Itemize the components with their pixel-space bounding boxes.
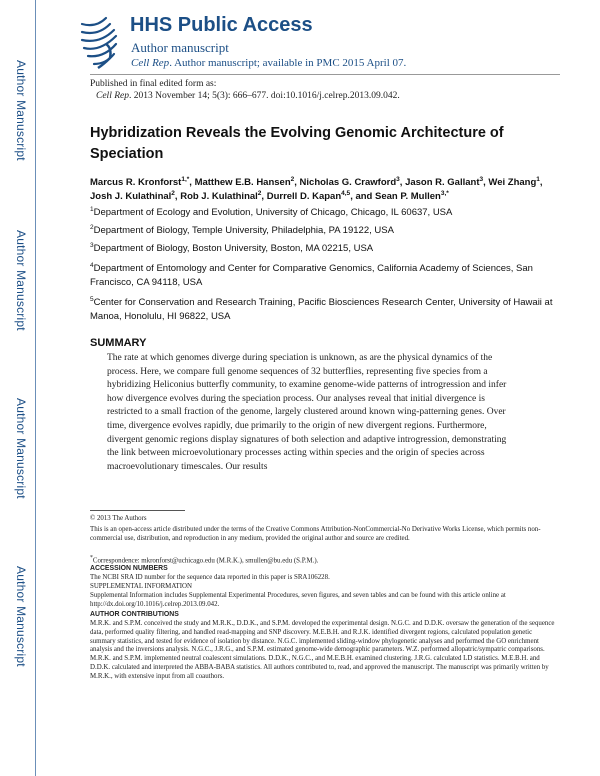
footnote-rule <box>90 510 185 511</box>
contributions-text: M.R.K. and S.P.M. conceived the study and M.R.K., D.D.K., and S.P.M. developed the experimental design. N.G.C. and D.D.K. oversaw the generation of the sequence data, performed quality filtering, and handled read-mapping and SNP discovery. M.E.B.H. and R.J.K. identified divergent regions, calculated population genetic summary statistics, and tested for evidence of isolation by distance. N.G.C. implemented sliding-window phylogenetic analyses and performed the GO enrichment analysis and the inversions analysis. N.G.C., J.R.G., and S.P.M. estimated genome-wide demographic parameters. W.Z. performed allopatric/sympatric comparisons. M.R.K. and S.P.M. implemented neutral coalescent simulations. D.D.K., N.G.C., and M.E.B.H. examined clustering. J.R.G. calculated LD statistics. M.E.B.H. and D.D.K. calculated and interpreted the ABBA-BABA statistics. All authors contributed to, read, and approved the manuscript. The manuscript was primarily written by M.R.K., with extensive input from all coauthors. <box>90 620 555 680</box>
author-name: Rob J. Kulathinal <box>180 190 258 202</box>
author-separator: , <box>294 177 300 188</box>
affiliation-text: Department of Biology, Boston University, Boston, MA 02215, USA <box>93 243 374 254</box>
side-label-author-manuscript: Author Manuscript <box>14 230 28 331</box>
correspondence-text: Correspondence: mkronforst@uchicago.edu (M.R.K.), smullen@bu.edu (S.P.M.). <box>92 557 319 565</box>
author-name: Jason R. Gallant <box>405 177 480 188</box>
availability-text: . Author manuscript; available in PMC 2015 April 07. <box>169 57 407 69</box>
license-note: This is an open-access article distributed under the terms of the Creative Commons Attribution-NonCommercial-No Derivative Works License, which permits non-commercial use, distribution, and reproduction in any medium, provided the original author and source are credited. <box>90 526 541 542</box>
affiliation-number: 3 <box>90 241 94 249</box>
supplemental-text: Supplemental Information includes Supplemental Experimental Procedures, seven figures, and seven tables and can be found with this article online at http://dx.doi.org/10.1016/j.celrep.2013.09.042. <box>90 592 506 608</box>
author-name: Josh J. Kulathinal <box>90 190 172 202</box>
affiliation-text: Center for Conservation and Research Training, Pacific Biosciences Research Center, University of Hawaii at Manoa, Honolulu, HI 96822, USA <box>90 297 553 322</box>
author-affiliation-mark: 3 <box>479 175 484 183</box>
author-name: Matthew E.B. Hansen <box>194 177 291 188</box>
contributions-heading: AUTHOR CONTRIBUTIONS <box>90 611 179 618</box>
author-affiliation-mark: 2 <box>290 175 295 183</box>
author-separator: , <box>399 177 406 188</box>
author-list <box>90 176 560 203</box>
citation-journal: Cell Rep <box>96 91 129 101</box>
affiliation <box>90 242 560 256</box>
accession-heading: ACCESSION NUMBERS <box>90 565 168 572</box>
article-title: Hybridization Reveals the Evolving Genomic Architecture of Speciation <box>90 125 504 162</box>
correspondence-mark: * <box>90 555 93 561</box>
publication-info <box>90 78 400 102</box>
side-label-author-manuscript: Author Manuscript <box>14 398 28 499</box>
summary-heading: SUMMARY <box>90 337 147 349</box>
author-name: Wei Zhang <box>488 177 537 188</box>
hhs-public-access-title: HHS Public Access <box>130 14 313 36</box>
author-affiliation-mark: 4,5 <box>341 189 351 197</box>
copyright-note: © 2013 The Authors <box>90 515 147 522</box>
affiliation <box>90 296 560 323</box>
accession-text: The NCBI SRA ID number for the sequence data reported in this paper is SRA106228. <box>90 574 330 581</box>
author-name: Marcus R. Kronforst <box>90 177 182 188</box>
author-affiliation-mark: 1,* <box>181 175 190 183</box>
affiliation-text: Department of Ecology and Evolution, University of Chicago, Chicago, IL 60637, USA <box>93 207 453 218</box>
header-rule <box>90 74 560 75</box>
published-line: Published in final edited form as: <box>90 79 217 89</box>
author-separator: , <box>483 177 489 188</box>
author-affiliation-mark: 2 <box>257 189 262 197</box>
author-affiliation-mark: 3 <box>396 175 400 183</box>
author-affiliation-mark: 2 <box>171 189 175 197</box>
supplemental-heading: SUPPLEMENTAL INFORMATION <box>90 583 192 590</box>
availability-note <box>131 57 406 69</box>
author-separator: , <box>539 177 543 188</box>
margin-divider <box>35 0 36 776</box>
affiliation-number: 1 <box>90 205 94 213</box>
affiliation <box>90 262 560 289</box>
author-affiliation-mark: 1 <box>536 175 540 183</box>
summary-text: The rate at which genomes diverge during speciation is unknown, as are the physical dynamics of the process. Here, we compare full genome sequences of 32 butterflies, representing five species from a hybridizing Heliconius butterfly community, to examine genome-wide patterns of introgression and infer how divergence evolves during the speciation process. Our analyses reveal that initial divergence is restricted to a small fraction of the genome, largely clustered around known wing-patterning genes. Over time, divergence evolves rapidly, due primarily to the origin of new divergent regions. Furthermore, divergent genomic regions display signatures of both selection and adaptive introgression, demonstrating the link between microevolutionary processes acting within species and the origin of species across macroevolutionary timescales. Our results <box>107 353 507 472</box>
affiliation-number: 4 <box>90 261 94 269</box>
author-name: Nicholas G. Crawford <box>299 177 397 188</box>
author-separator: , <box>261 190 267 202</box>
affiliation-number: 2 <box>90 223 94 231</box>
affiliation <box>90 224 560 238</box>
hhs-eagle-logo-icon <box>76 14 126 72</box>
side-label-author-manuscript: Author Manuscript <box>14 566 28 667</box>
author-separator: , and <box>350 190 375 202</box>
affiliation-text: Department of Biology, Temple University, Philadelphia, PA 19122, USA <box>93 225 394 236</box>
author-affiliation-mark: 3,* <box>440 189 449 197</box>
affiliation-number: 5 <box>90 295 94 303</box>
availability-journal: Cell Rep <box>131 57 170 69</box>
citation-text: . 2013 November 14; 5(3): 666–677. doi:10.1016/j.celrep.2013.09.042. <box>128 91 400 101</box>
side-label-author-manuscript: Author Manuscript <box>14 60 28 161</box>
author-manuscript-subtitle: Author manuscript <box>131 40 229 55</box>
affiliation <box>90 206 560 220</box>
author-separator: , <box>174 190 181 202</box>
author-name: Durrell D. Kapan <box>266 190 342 202</box>
affiliation-text: Department of Entomology and Center for Comparative Genomics, California Academy of Sciences, San Francisco, CA 94118, USA <box>90 263 533 288</box>
author-separator: , <box>189 177 195 188</box>
author-name: Sean P. Mullen <box>375 190 441 202</box>
citation-line <box>90 90 400 102</box>
